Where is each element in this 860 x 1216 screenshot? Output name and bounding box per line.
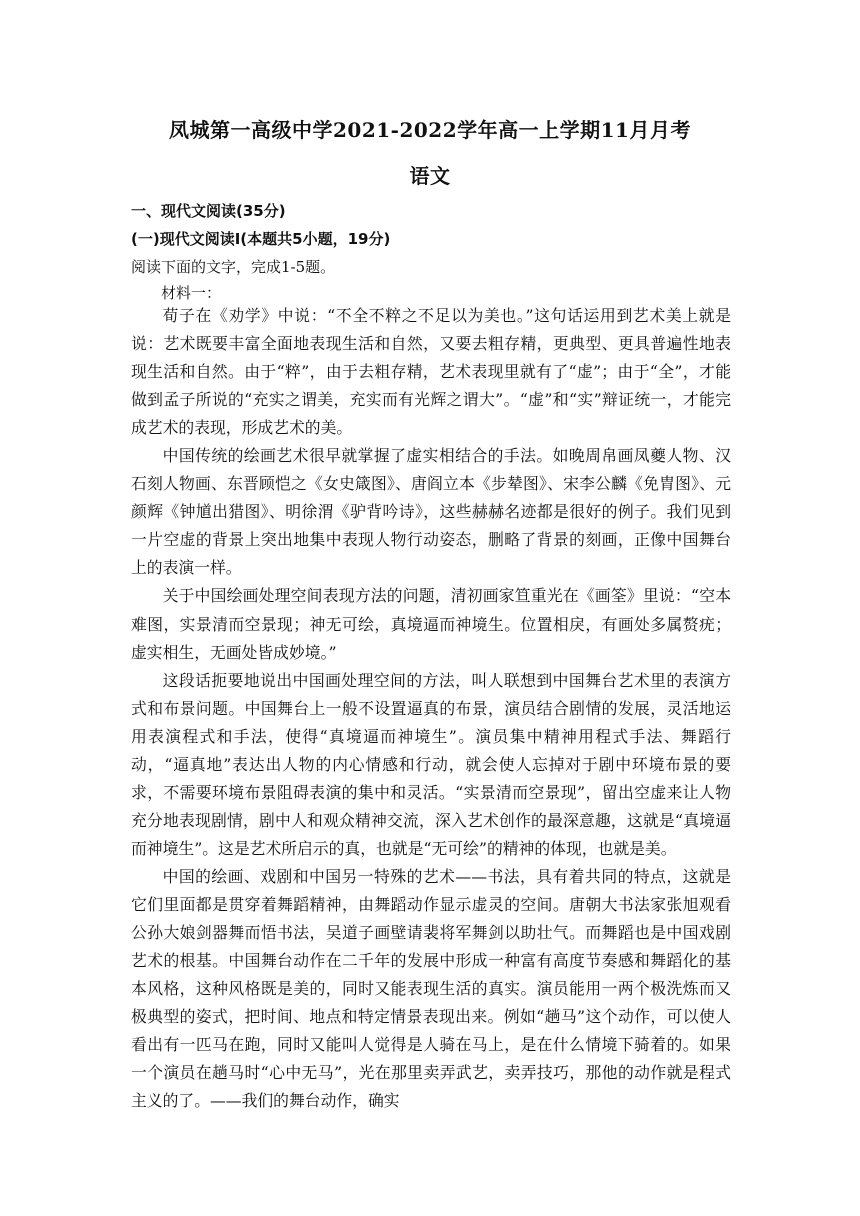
paragraph: 这段话扼要地说出中国画处理空间的方法，叫人联想到中国舞台艺术里的表演方式和布景问题。中国舞台上一般不设置逼真的布景，演员结合剧情的发展，灵活地运用表演程式和手法，使得“真境逼而神境生”。演员集中精神用程式手法、舞蹈行动，“逼真地”表达出人物的内心情感和行动，就会使人忘掉对于剧中环境布景的要求，不需要环境布景阻碍表演的集中和灵活。“实景清而空景现”，留出空虚来让人物充分地表现剧情，剧中人和观众精神交流，深入艺术创作的最深意趣，这就是“真境逼而神境生”。这是艺术所启示的真，也就是“无可绘”的精神的体现，也就是美。 [131,670,731,858]
paragraph: 关于中国绘画处理空间表现方法的问题，清初画家笪重光在《画筌》里说：“空本难图，实景清而空景现；神无可绘，真境逼而神境生。位置相戾，有画处多属赘疣；虚实相生，无画处皆成妙境。” [131,586,731,662]
exam-title: 凤城第一高级中学2021-2022学年高一上学期11月月考 [169,118,691,142]
section-heading: 一、现代文阅读(35分) [131,202,286,220]
passage-body [131,302,731,1115]
material-label: 材料一： [161,284,222,302]
reading-instruction: 阅读下面的文字，完成1-5题。 [131,258,336,276]
subject-title: 语文 [409,164,451,188]
paragraph: 中国传统的绘画艺术很早就掌握了虚实相结合的手法。如晚周帛画凤夔人物、汉石刻人物画、东晋顾恺之《女史箴图》、唐阎立本《步辇图》、宋李公麟《免胄图》、元颜辉《钟馗出猎图》、明徐渭《驴背吟诗》，这些赫赫名迹都是很好的例子。我们见到一片空虚的背景上突出地集中表现人物行动姿态，删略了背景的刻画，正像中国舞台上的表演一样。 [131,446,731,578]
subsection-heading: (一)现代文阅读Ⅰ(本题共5小题，19分) [131,230,391,248]
paragraph: 中国的绘画、戏剧和中国另一特殊的艺术——书法，具有着共同的特点，这就是它们里面都是贯穿着舞蹈精神，由舞蹈动作显示虚灵的空间。唐朝大书法家张旭观看公孙大娘剑器舞而悟书法，吴道子画壁请裴将军舞剑以助壮气。而舞蹈也是中国戏剧艺术的根基。中国舞台动作在二千年的发展中形成一种富有高度节奏感和舞蹈化的基本风格，这种风格既是美的，同时又能表现生活的真实。演员能用一两个极洗炼而又极典型的姿式，把时间、地点和特定情景表现出来。例如“趟马”这个动作，可以使人看出有一匹马在跑，同时又能叫人觉得是人骑在马上，是在什么情境下骑着的。如果一个演员在趟马时“心中无马”，光在那里卖弄武艺，卖弄技巧，那他的动作就是程式主义的了。——我们的舞台动作，确实 [131,866,731,1111]
paragraph: 荀子在《劝学》中说：“不全不粹之不足以为美也。”这句话运用到艺术美上就是说：艺术既要丰富全面地表现生活和自然，又要去粗存精，更典型、更具普遍性地表现生活和自然。由于“粹”，由于去粗存精，艺术表现里就有了“虚”；由于“全”，才能做到孟子所说的“充实之谓美，充实而有光辉之谓大”。“虚”和“实”辩证统一，才能完成艺术的表现，形成艺术的美。 [131,306,731,438]
